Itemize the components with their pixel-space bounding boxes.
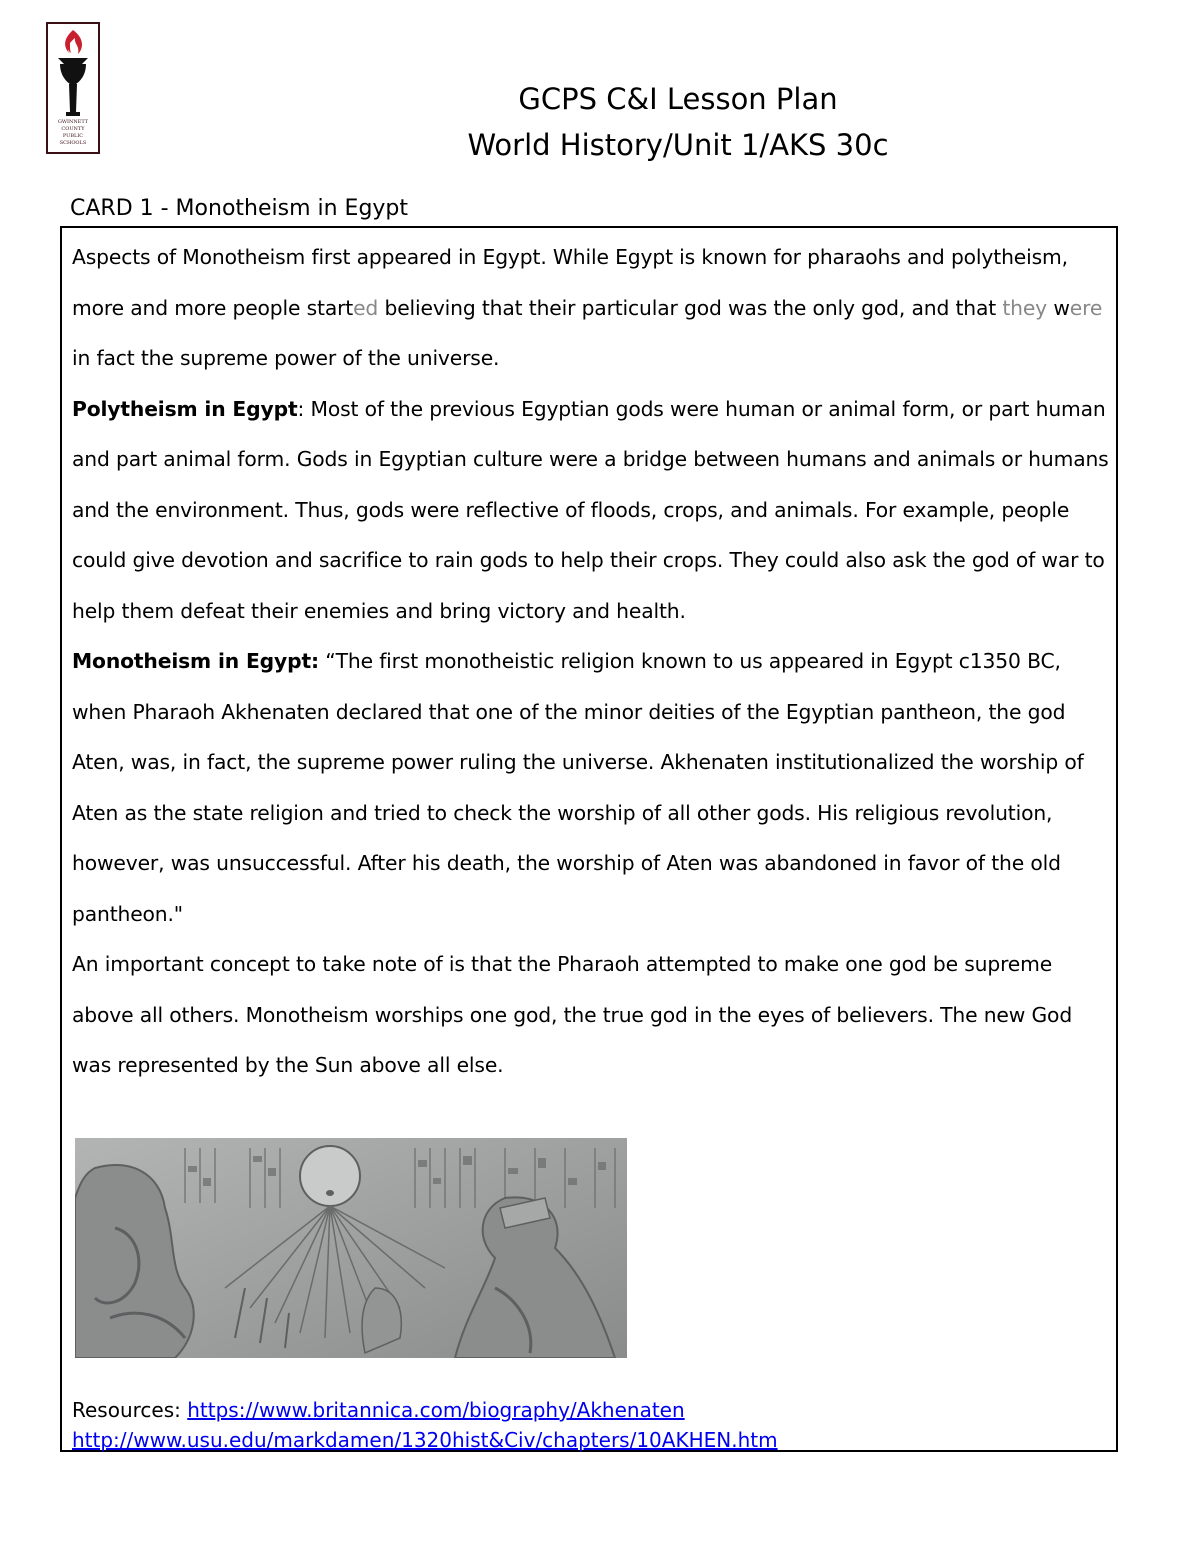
lesson-plan-title: GCPS C&I Lesson Plan	[518, 82, 838, 116]
akhenaten-relief-image	[75, 1138, 627, 1358]
card-text	[72, 232, 1112, 1091]
resources-label: Resources:	[72, 1398, 188, 1422]
resources-line-1	[72, 1395, 778, 1425]
concept-paragraph: An important concept to take note of is that the Pharaoh attempted to make one god be supreme above all others. Monotheism worships one god, the true god in the eyes of believers. The new God was represented by the Sun above all else.	[72, 952, 1073, 1077]
usu-link[interactable]: http://www.usu.edu/markdamen/1320hist&Civ/chapters/10AKHEN.htm	[72, 1428, 778, 1452]
svg-text:COUNTY: COUNTY	[61, 126, 85, 132]
polytheism-heading: Polytheism in Egypt	[72, 396, 298, 421]
svg-text:PUBLIC: PUBLIC	[62, 133, 84, 139]
svg-text:GWINNETT: GWINNETT	[57, 119, 89, 125]
monotheism-heading: Monotheism in Egypt:	[72, 649, 319, 673]
svg-text:SCHOOLS: SCHOOLS	[59, 140, 87, 146]
monotheism-paragraph: Monotheism in Egypt: “The first monotheistic religion known to us appeared in Egypt c1350 BC, when Pharaoh Akhenaten declared that one of the minor deities of the Egyptian pantheon, the god Aten, was, in fact, the supreme power ruling the universe. Akhenaten institutionalized the worship of Aten as the state religion and tried to check the worship of all other gods. His religious revolution, however, was unsuccessful. After his death, the worship of Aten was abandoned in favor of the old pantheon."	[72, 649, 1084, 926]
britannica-link[interactable]: https://www.britannica.com/biography/Akhenaten	[187, 1398, 685, 1422]
gcps-logo	[46, 22, 100, 154]
page-header	[200, 76, 1156, 168]
resources	[72, 1395, 778, 1455]
resources-line-2	[72, 1425, 778, 1455]
card-box	[60, 226, 1118, 1452]
card-title: CARD 1 - Monotheism in Egypt	[70, 196, 409, 221]
intro-paragraph: Aspects of Monotheism first appeared in Egypt. While Egypt is known for pharaohs and polytheism, more and more people started believing that their particular god was the only god, and that they were in fact the supreme power of the universe.	[72, 245, 1103, 370]
lesson-plan-subtitle: World History/Unit 1/AKS 30c	[467, 128, 889, 162]
polytheism-paragraph: Polytheism in Egypt: Most of the previous Egyptian gods were human or animal form, or part human and part animal form. Gods in Egyptian culture were a bridge between humans and animals or humans and the environment. Thus, gods were reflective of floods, crops, and animals. For example, people could give devotion and sacrifice to rain gods to help their crops. They could also ask the god of war to help them defeat their enemies and bring victory and health.	[72, 396, 1109, 623]
